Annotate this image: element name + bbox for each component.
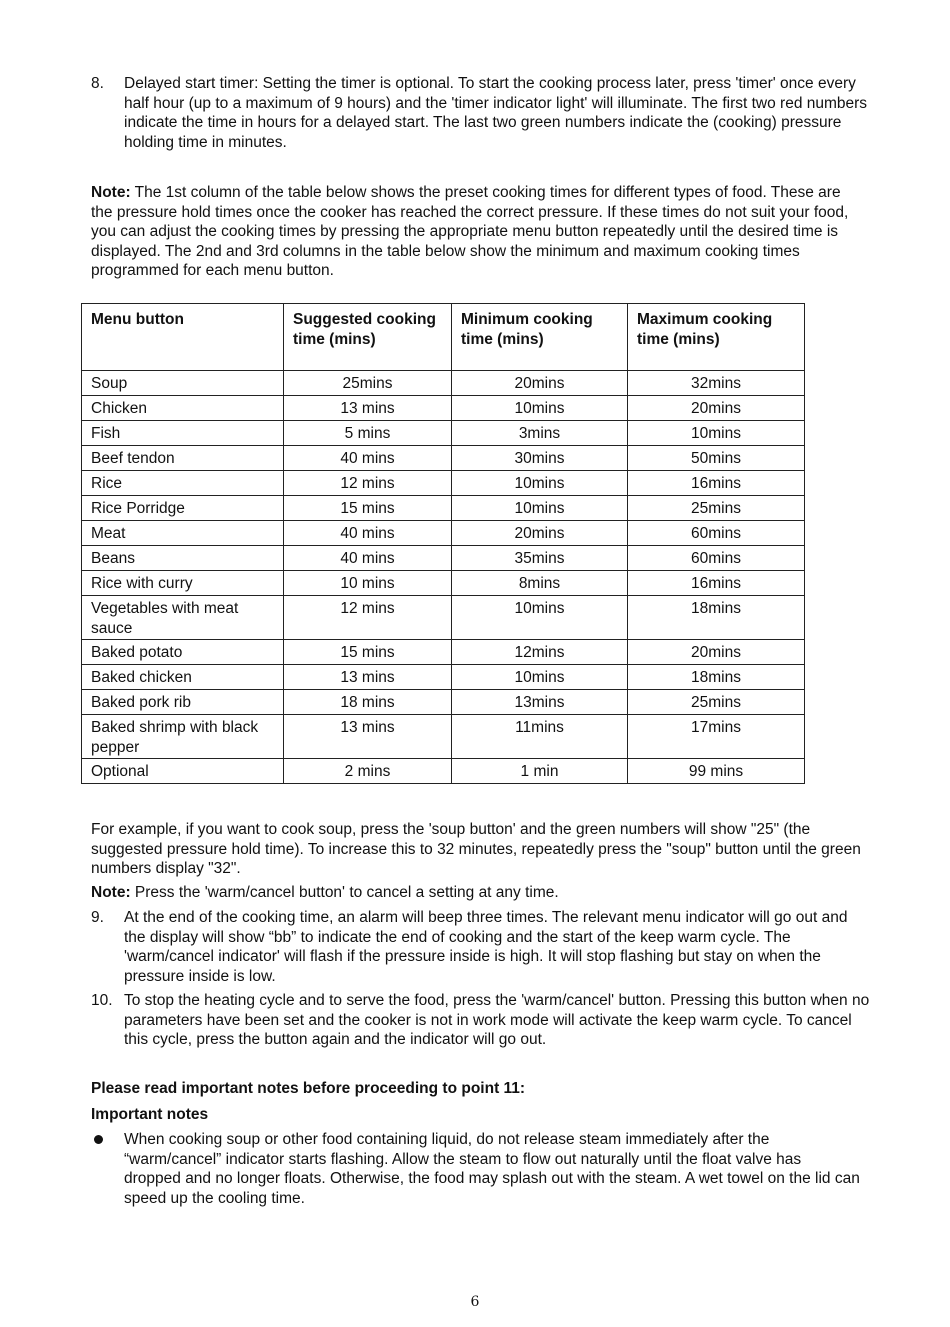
minimum-cell: 10mins xyxy=(452,665,628,690)
maximum-cell: 18mins xyxy=(628,596,805,640)
minimum-cell: 10mins xyxy=(452,496,628,521)
step-number: 8. xyxy=(91,75,104,92)
minimum-cell: 1 min xyxy=(452,759,628,784)
suggested-cell: 13 mins xyxy=(284,396,452,421)
suggested-cell: 13 mins xyxy=(284,665,452,690)
table-row xyxy=(82,546,805,571)
table-header-row xyxy=(82,304,805,371)
note-item-text: When cooking soup or other food containing liquid, do not release steam immediately after the “warm/cancel” indicator starts flashing. Allow the steam to flow out naturally until the float valve has dropped and no longer floats. Otherwise, the food may splash out with the steam. A wet towel on the lid can speed up the cooling time. xyxy=(124,1131,860,1207)
header-maximum-time: Maximum cooking time (mins) xyxy=(628,304,805,371)
table-row xyxy=(82,396,805,421)
maximum-cell: 60mins xyxy=(628,546,805,571)
table-row xyxy=(82,571,805,596)
suggested-cell: 40 mins xyxy=(284,546,452,571)
menu-cell: Baked potato xyxy=(82,640,284,665)
step-9 xyxy=(91,908,871,986)
header-minimum-time: Minimum cooking time (mins) xyxy=(452,304,628,371)
header-suggested-time: Suggested cooking time (mins) xyxy=(284,304,452,371)
note-text: The 1st column of the table below shows the preset cooking times for different types of food. These are the pressure hold times once the cooker has reached the correct pressure. If these times do not suit your food, you can adjust the cooking times by pressing the appropriate menu button repeatedly until the desired time is displayed. The 2nd and 3rd columns in the table below show the minimum and maximum cooking times programmed for each menu button. xyxy=(91,184,849,279)
minimum-cell: 3mins xyxy=(452,421,628,446)
step-number: 9. xyxy=(91,909,104,926)
menu-cell: Rice Porridge xyxy=(82,496,284,521)
cancel-note xyxy=(91,883,866,903)
read-notes-heading: Please read important notes before proceeding to point 11: xyxy=(91,1080,526,1097)
maximum-cell: 25mins xyxy=(628,496,805,521)
step-10 xyxy=(91,991,871,1050)
table-row xyxy=(82,471,805,496)
table-row xyxy=(82,521,805,546)
menu-cell: Fish xyxy=(82,421,284,446)
menu-cell: Chicken xyxy=(82,396,284,421)
step-number: 10. xyxy=(91,992,113,1009)
menu-cell: Soup xyxy=(82,371,284,396)
table-row xyxy=(82,640,805,665)
note-label: Note: xyxy=(91,184,131,201)
maximum-cell: 10mins xyxy=(628,421,805,446)
step-text: At the end of the cooking time, an alarm will beep three times. The relevant menu indicator will go out and the display will show “bb” to indicate the end of cooking and the start of the keep warm cycle. The 'warm/cancel indicator' will flash if the pressure inside is high. It will stop flashing but stay on when the pressure inside is low. xyxy=(124,909,848,985)
step-8 xyxy=(91,74,871,152)
maximum-cell: 20mins xyxy=(628,640,805,665)
important-note-item xyxy=(91,1130,861,1208)
step-text: Delayed start timer: Setting the timer is optional. To start the cooking process later, press 'timer' once every half hour (up to a maximum of 9 hours) and the 'timer indicator light' will illuminate. The first two red numbers indicate the time in hours for a delayed start. The last two green numbers indicate the (cooking) pressure holding time in minutes. xyxy=(124,75,868,151)
maximum-cell: 32mins xyxy=(628,371,805,396)
suggested-cell: 10 mins xyxy=(284,571,452,596)
suggested-cell: 2 mins xyxy=(284,759,452,784)
minimum-cell: 10mins xyxy=(452,471,628,496)
important-notes-heading: Important notes xyxy=(91,1106,209,1123)
menu-cell: Rice xyxy=(82,471,284,496)
suggested-cell: 5 mins xyxy=(284,421,452,446)
table-row xyxy=(82,446,805,471)
table-note xyxy=(91,183,866,281)
minimum-cell: 35mins xyxy=(452,546,628,571)
bullet-icon xyxy=(94,1135,103,1144)
maximum-cell: 17mins xyxy=(628,715,805,759)
menu-cell: Baked shrimp with black pepper xyxy=(82,715,284,759)
menu-cell: Rice with curry xyxy=(82,571,284,596)
minimum-cell: 30mins xyxy=(452,446,628,471)
maximum-cell: 18mins xyxy=(628,665,805,690)
table-row xyxy=(82,715,805,759)
menu-cell: Beans xyxy=(82,546,284,571)
minimum-cell: 10mins xyxy=(452,596,628,640)
table-row xyxy=(82,596,805,640)
suggested-cell: 12 mins xyxy=(284,596,452,640)
table-row xyxy=(82,690,805,715)
table-row xyxy=(82,371,805,396)
step-text: To stop the heating cycle and to serve the food, press the 'warm/cancel' button. Pressing this button when no parameters have been set and the cooker is not in work mode will activate the keep warm cycle. To cancel this cycle, press the button again and the indicator will go out. xyxy=(124,992,870,1048)
header-menu-button: Menu button xyxy=(82,304,284,371)
suggested-cell: 25mins xyxy=(284,371,452,396)
table-row xyxy=(82,665,805,690)
soup-example: For example, if you want to cook soup, press the 'soup button' and the green numbers will show "25" (the suggested pressure hold time). To increase this to 32 minutes, repeatedly press the "soup" button until the green numbers display "32". xyxy=(91,821,861,877)
menu-cell: Beef tendon xyxy=(82,446,284,471)
maximum-cell: 99 mins xyxy=(628,759,805,784)
note-text: Press the 'warm/cancel button' to cancel a setting at any time. xyxy=(130,884,559,901)
minimum-cell: 13mins xyxy=(452,690,628,715)
maximum-cell: 16mins xyxy=(628,471,805,496)
menu-cell: Meat xyxy=(82,521,284,546)
maximum-cell: 60mins xyxy=(628,521,805,546)
minimum-cell: 10mins xyxy=(452,396,628,421)
suggested-cell: 12 mins xyxy=(284,471,452,496)
note-label: Note: xyxy=(91,884,131,901)
suggested-cell: 15 mins xyxy=(284,640,452,665)
minimum-cell: 20mins xyxy=(452,521,628,546)
minimum-cell: 12mins xyxy=(452,640,628,665)
table-row xyxy=(82,421,805,446)
suggested-cell: 18 mins xyxy=(284,690,452,715)
maximum-cell: 25mins xyxy=(628,690,805,715)
minimum-cell: 11mins xyxy=(452,715,628,759)
minimum-cell: 20mins xyxy=(452,371,628,396)
maximum-cell: 20mins xyxy=(628,396,805,421)
table-row xyxy=(82,496,805,521)
maximum-cell: 16mins xyxy=(628,571,805,596)
maximum-cell: 50mins xyxy=(628,446,805,471)
menu-cell: Optional xyxy=(82,759,284,784)
menu-cell: Baked chicken xyxy=(82,665,284,690)
table-row xyxy=(82,759,805,784)
page-number: 6 xyxy=(470,1294,480,1310)
suggested-cell: 15 mins xyxy=(284,496,452,521)
menu-cell: Baked pork rib xyxy=(82,690,284,715)
cooking-times-table xyxy=(81,303,805,784)
suggested-cell: 13 mins xyxy=(284,715,452,759)
menu-cell: Vegetables with meat sauce xyxy=(82,596,284,640)
minimum-cell: 8mins xyxy=(452,571,628,596)
suggested-cell: 40 mins xyxy=(284,521,452,546)
suggested-cell: 40 mins xyxy=(284,446,452,471)
